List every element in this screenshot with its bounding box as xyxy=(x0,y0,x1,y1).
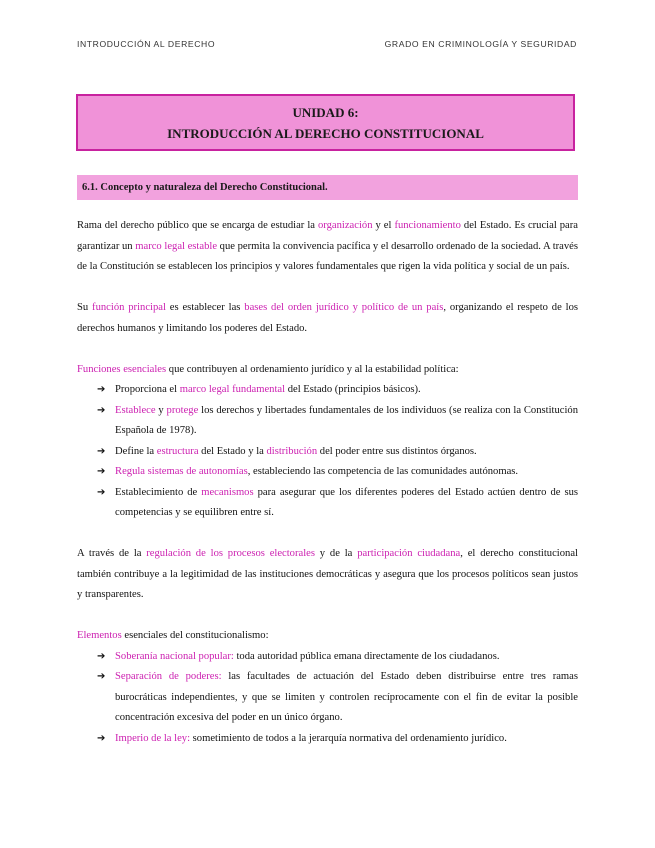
highlight-term: protege xyxy=(166,404,199,416)
text-run: que permita la convivencia pacífica y el desarrollo ordenado de la sociedad. A través de la Constitución se establecen los principios y valores fundamentales que rigen la vida política y social de un país. xyxy=(77,240,579,272)
highlight-term: distribución xyxy=(266,445,318,457)
highlight-term: Elementos xyxy=(77,630,122,641)
paragraph-elements-intro xyxy=(77,626,578,647)
elements-list xyxy=(77,647,578,750)
text-run: , el derecho constitucional también contribuye a la legitimidad de las instituciones democráticas y asegura que los procesos políticos sean justos y transparentes. xyxy=(77,548,578,600)
text-run: para asegurar que los diferentes poderes del Estado actúen dentro de sus competencias y se equilibren entre sí. xyxy=(115,486,579,518)
paragraph-functions-intro xyxy=(77,360,578,381)
highlight-term: Imperio de la ley: xyxy=(115,732,191,744)
highlight-term: mecanismos xyxy=(201,486,254,498)
text-run: esenciales del constitucionalismo: xyxy=(121,630,269,641)
list-item xyxy=(77,647,578,668)
text-run: , estableciendo las competencia de las comunidades autónomas. xyxy=(247,466,519,477)
paragraph-function xyxy=(77,298,578,339)
list-item xyxy=(77,667,578,729)
arrow-bullet-icon: ➔ xyxy=(97,404,106,416)
highlight-term: Funciones esenciales xyxy=(77,363,167,375)
highlight-term: función principal xyxy=(92,302,166,313)
highlight-term: funcionamiento xyxy=(394,220,461,231)
highlight-term: estructura xyxy=(156,445,199,457)
list-item xyxy=(77,462,578,483)
arrow-bullet-icon: ➔ xyxy=(97,732,106,744)
arrow-bullet-icon: ➔ xyxy=(97,671,106,682)
highlight-term: Separación de poderes: xyxy=(115,671,222,682)
text-run: Su xyxy=(77,302,93,313)
text-run: A través de la xyxy=(77,548,147,559)
highlight-term: organización xyxy=(317,220,373,231)
text-run: Establecimiento de xyxy=(115,486,202,498)
text-run: Proporciona el xyxy=(115,384,180,395)
text-run: del poder entre sus distintos órganos. xyxy=(317,445,477,457)
section-heading: 6.1. Concepto y naturaleza del Derecho Constitucional. xyxy=(77,175,578,200)
text-run: del Estado. Es crucial para garantizar un xyxy=(77,220,578,252)
text-run: es establecer las xyxy=(165,302,245,313)
text-run: Define la xyxy=(115,445,157,457)
unit-number: UNIDAD 6: xyxy=(292,105,359,120)
highlight-term: participación ciudadana xyxy=(357,548,461,559)
list-item xyxy=(77,442,578,463)
highlight-term: regulación de los procesos electorales xyxy=(146,548,315,559)
paragraph-legitimacy xyxy=(77,544,578,606)
text-run: los derechos y libertades fundamentales de los individuos (se realiza con la Constitución Española de 1978). xyxy=(115,404,578,436)
text-run: y de la xyxy=(314,548,358,559)
text-run: toda autoridad pública emana directamente de los ciudadanos. xyxy=(233,650,500,662)
list-item xyxy=(77,483,578,524)
text-run: las facultades de actuación del Estado deben distribuirse entre tres ramas burocráticas independientes, y que se limiten y controlen recíprocamente con el fin de evitar la posible concentración excesiva del poder en un único órgano. xyxy=(115,671,578,723)
text-run: del Estado (principios básicos). xyxy=(285,384,421,395)
highlight-term: marco legal estable xyxy=(135,240,218,252)
text-run: Rama del derecho público que se encarga de estudiar la xyxy=(77,220,318,231)
functions-list xyxy=(77,380,578,524)
highlight-term: marco legal fundamental xyxy=(179,384,286,395)
text-run: sometimiento de todos a la jerarquía normativa del ordenamiento jurídico. xyxy=(190,732,507,744)
arrow-bullet-icon: ➔ xyxy=(97,486,106,498)
text-run: y el xyxy=(372,220,395,231)
list-item xyxy=(77,729,578,750)
highlight-term: bases del orden jurídico y político de un país xyxy=(244,302,444,313)
text-run: del Estado y la xyxy=(198,445,267,457)
unit-title-box xyxy=(76,94,575,151)
running-header-left: INTRODUCCIÓN AL DERECHO xyxy=(77,39,216,49)
arrow-bullet-icon: ➔ xyxy=(97,650,106,662)
text-run: que contribuyen al ordenamiento jurídico y al la estabilidad política: xyxy=(166,363,459,375)
running-header-right: GRADO EN CRIMINOLOGÍA Y SEGURIDAD xyxy=(384,39,577,49)
highlight-term: Regula sistemas de autonomías xyxy=(115,466,248,477)
highlight-term: Establece xyxy=(115,404,156,416)
text-run: y xyxy=(155,404,167,416)
list-item xyxy=(77,401,578,442)
list-item xyxy=(77,380,578,401)
text-run: , organizando el respeto de los derechos humanos y limitando los poderes del Estado. xyxy=(77,302,579,334)
arrow-bullet-icon: ➔ xyxy=(97,445,106,457)
unit-title: INTRODUCCIÓN AL DERECHO CONSTITUCIONAL xyxy=(167,126,484,141)
document-body xyxy=(77,216,578,749)
arrow-bullet-icon: ➔ xyxy=(97,384,106,395)
highlight-term: Soberanía nacional popular: xyxy=(115,650,234,662)
arrow-bullet-icon: ➔ xyxy=(97,466,106,477)
paragraph-definition xyxy=(77,216,578,278)
